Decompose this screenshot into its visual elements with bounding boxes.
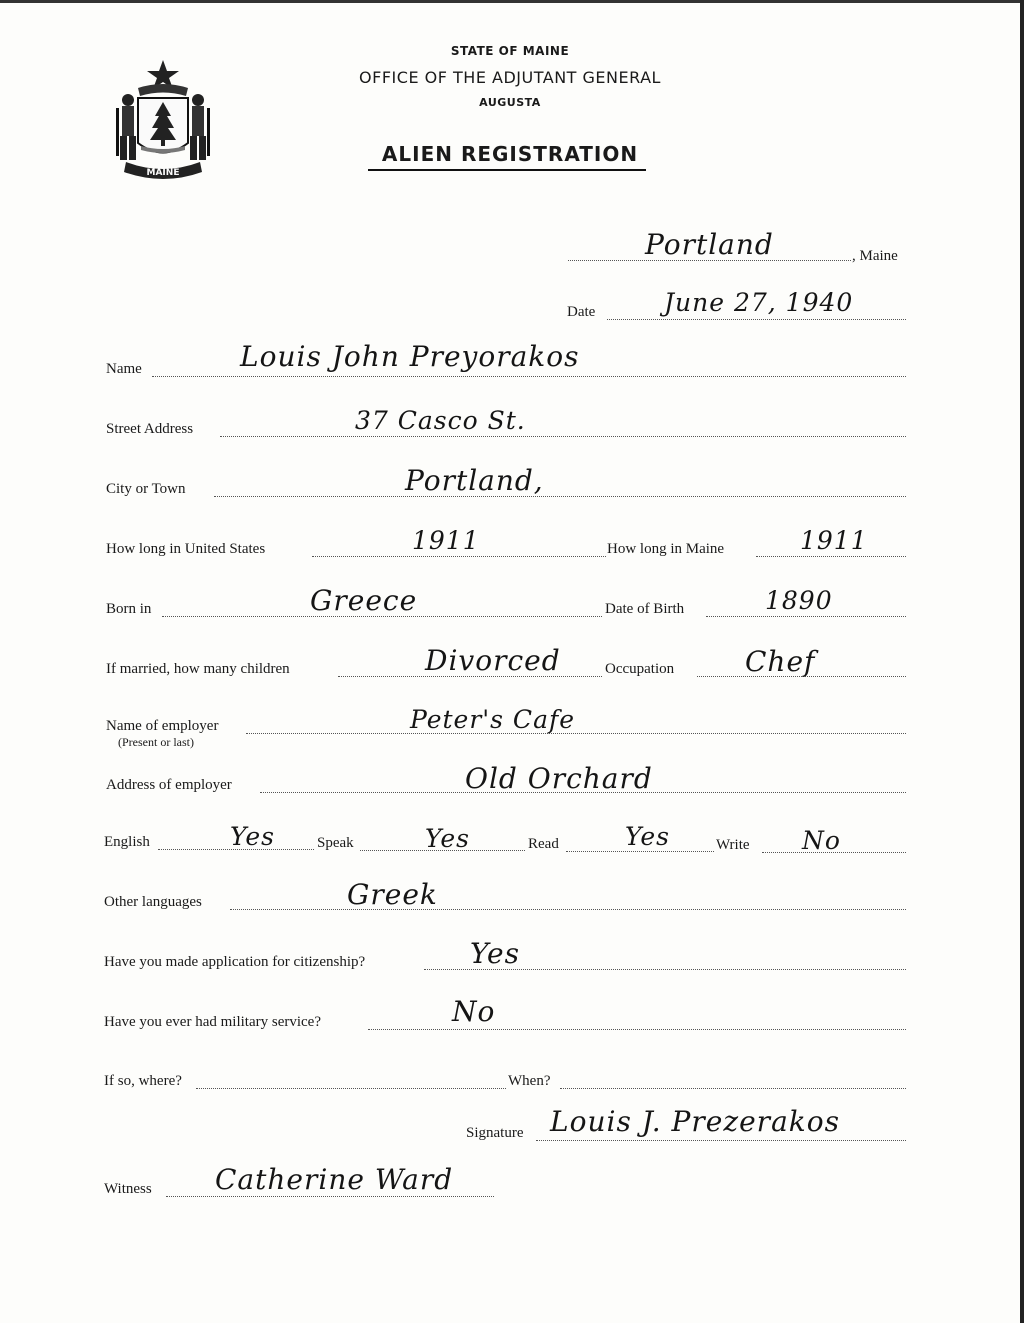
witness-line bbox=[166, 1196, 494, 1197]
name-line bbox=[152, 376, 906, 377]
military-line bbox=[368, 1029, 906, 1030]
date-label: Date bbox=[567, 304, 596, 320]
form-title: ALIEN REGISTRATION bbox=[381, 142, 639, 166]
other-languages-line bbox=[230, 909, 906, 910]
how-long-us-label: How long in United States bbox=[106, 541, 266, 557]
name-label: Name bbox=[106, 361, 142, 377]
employer-line bbox=[246, 733, 906, 734]
dob-label: Date of Birth bbox=[605, 601, 685, 617]
signature-value: Louis J. Prezerakos bbox=[550, 1105, 840, 1138]
born-label: Born in bbox=[106, 601, 152, 617]
write-value: No bbox=[802, 826, 841, 855]
maine-label: , Maine bbox=[852, 248, 898, 264]
born-value: Greece bbox=[310, 584, 418, 617]
write-label: Write bbox=[716, 837, 750, 853]
how-long-maine-label: How long in Maine bbox=[607, 541, 725, 557]
place-value: Portland bbox=[645, 228, 774, 261]
city-line bbox=[214, 496, 906, 497]
english-value: Yes bbox=[230, 822, 275, 851]
employer-value: Peter's Cafe bbox=[410, 705, 576, 734]
other-languages-value: Greek bbox=[347, 878, 438, 911]
dob-line bbox=[706, 616, 906, 617]
name-value: Louis John Preyorakos bbox=[240, 340, 580, 373]
street-label: Street Address bbox=[106, 421, 194, 437]
signature-label: Signature bbox=[466, 1125, 524, 1141]
occupation-label: Occupation bbox=[605, 661, 675, 677]
military-label: Have you ever had military service? bbox=[104, 1014, 321, 1030]
citizenship-value: Yes bbox=[470, 937, 520, 970]
read-value: Yes bbox=[625, 822, 670, 851]
state-heading: STATE OF MAINE bbox=[450, 44, 570, 58]
witness-value: Catherine Ward bbox=[215, 1163, 454, 1196]
english-label: English bbox=[104, 834, 150, 850]
how-long-maine-line bbox=[756, 556, 906, 557]
employer-label: Name of employer bbox=[106, 718, 219, 734]
where-line bbox=[196, 1088, 506, 1089]
speak-value: Yes bbox=[425, 824, 470, 853]
military-value: No bbox=[452, 995, 496, 1028]
maine-state-seal-icon bbox=[108, 58, 218, 183]
scan-right-edge bbox=[1020, 0, 1024, 1323]
date-value: June 27, 1940 bbox=[664, 288, 854, 317]
title-underline bbox=[368, 169, 646, 171]
date-line bbox=[607, 319, 906, 320]
signature-line bbox=[536, 1140, 906, 1141]
employer-address-label: Address of employer bbox=[106, 777, 232, 793]
employer-address-value: Old Orchard bbox=[465, 762, 653, 795]
read-label: Read bbox=[528, 836, 559, 852]
occupation-value: Chef bbox=[745, 645, 816, 678]
how-long-us-line bbox=[312, 556, 606, 557]
city-value: Portland, bbox=[405, 464, 544, 497]
married-label: If married, how many children bbox=[106, 661, 290, 677]
street-value: 37 Casco St. bbox=[355, 406, 526, 435]
speak-label: Speak bbox=[317, 835, 354, 851]
other-languages-label: Other languages bbox=[104, 894, 202, 910]
seal-text: MAINE bbox=[146, 168, 180, 178]
office-heading: OFFICE OF THE ADJUTANT GENERAL bbox=[359, 68, 661, 87]
how-long-maine-value: 1911 bbox=[800, 526, 868, 555]
city-label: City or Town bbox=[106, 481, 186, 497]
employer-sub-label: (Present or last) bbox=[118, 735, 194, 749]
citizenship-label: Have you made application for citizenship? bbox=[104, 954, 366, 970]
read-line bbox=[566, 851, 714, 852]
scan-top-edge bbox=[0, 0, 1024, 3]
when-line bbox=[560, 1088, 906, 1089]
how-long-us-value: 1911 bbox=[412, 526, 480, 555]
where-label: If so, where? bbox=[104, 1073, 182, 1089]
dob-value: 1890 bbox=[765, 586, 833, 615]
when-label: When? bbox=[508, 1073, 551, 1089]
married-value: Divorced bbox=[425, 644, 561, 677]
witness-label: Witness bbox=[104, 1181, 152, 1197]
city-heading: AUGUSTA bbox=[479, 96, 541, 109]
street-line bbox=[220, 436, 906, 437]
